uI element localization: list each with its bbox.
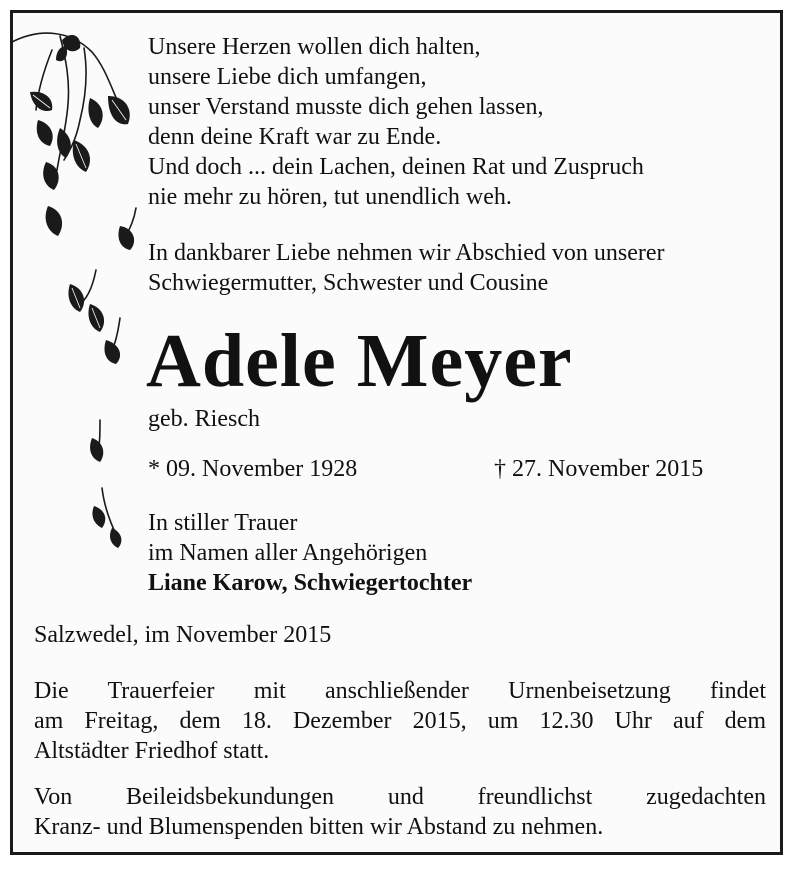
maiden-name: geb. Riesch [148, 406, 260, 432]
poem-line: denn deine Kraft war zu Ende. [148, 124, 442, 150]
birth-date: * 09. November 1928 [148, 456, 358, 482]
condolence-line: Von Beileidsbekundungen und freundlichst zugedachten [34, 784, 766, 810]
poem-line: Und doch ... dein Lachen, deinen Rat und Zuspruch [148, 154, 644, 180]
funeral-info-line: am Freitag, dem 18. Dezember 2015, um 12.30 Uhr auf dem [34, 708, 766, 734]
poem-line: Unsere Herzen wollen dich halten, [148, 34, 481, 60]
funeral-info-line: Die Trauerfeier mit anschließender Urnenbeisetzung findet [34, 678, 766, 704]
mourning-line: im Namen aller Angehörigen [148, 540, 428, 566]
intro-line: Schwiegermutter, Schwester und Cousine [148, 270, 549, 296]
place-date: Salzwedel, im November 2015 [34, 622, 332, 648]
funeral-info-line: Altstädter Friedhof statt. [34, 738, 270, 764]
poem [148, 32, 644, 212]
intro-line: In dankbarer Liebe nehmen wir Abschied von unserer [148, 240, 665, 266]
signer-name: Liane Karow, Schwiegertochter [148, 570, 473, 596]
deceased-name: Adele Meyer [146, 319, 573, 403]
farewell-intro [148, 238, 664, 298]
mourning-line: In stiller Trauer [148, 510, 298, 536]
funeral-info [34, 676, 766, 766]
mourning-signature [148, 508, 472, 598]
condolence-line: Kranz- und Blumenspenden bitten wir Abstand zu nehmen. [34, 814, 604, 840]
death-date: † 27. November 2015 [494, 456, 704, 482]
poem-line: nie mehr zu hören, tut unendlich weh. [148, 184, 512, 210]
poem-line: unsere Liebe dich umfangen, [148, 64, 427, 90]
leafy-branch-icon [0, 0, 150, 560]
condolence-note [34, 782, 766, 842]
poem-line: unser Verstand musste dich gehen lassen, [148, 94, 544, 120]
